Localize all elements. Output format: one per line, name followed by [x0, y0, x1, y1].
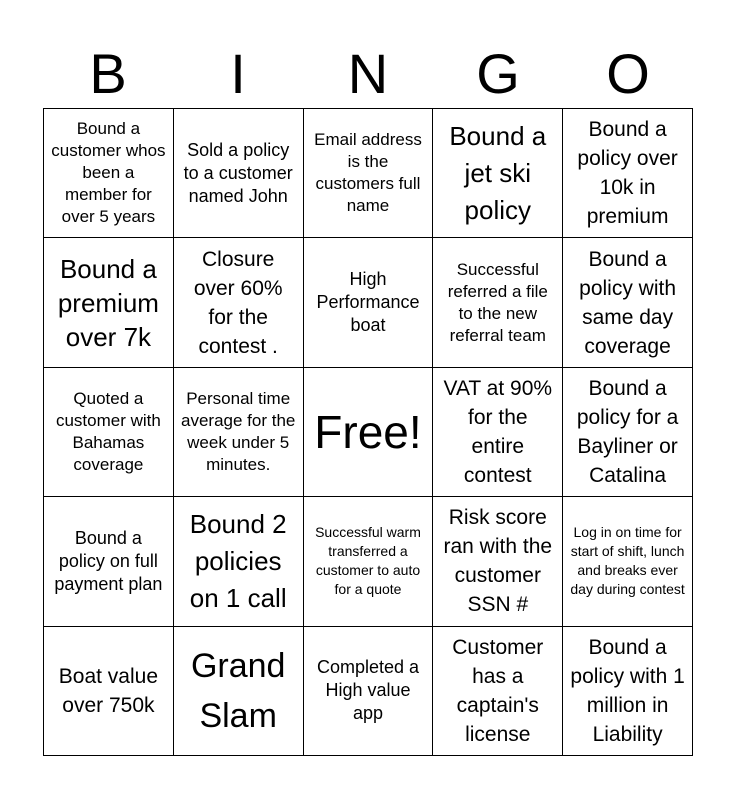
square-text: Personal time average for the week under 5 minutes. [181, 388, 296, 474]
square-text: Bound a customer whos been a member for over 5 years [51, 119, 166, 227]
square-text: Completed a High value app [316, 657, 420, 724]
square-text: Bound 2 policies on 1 call [189, 508, 287, 613]
square-text: Free! [314, 405, 422, 458]
square-text: Quoted a customer with Bahamas coverage [55, 388, 161, 474]
bingo-square[interactable] [44, 627, 174, 756]
free-square[interactable] [304, 368, 434, 497]
bingo-square[interactable] [174, 238, 304, 367]
bingo-square[interactable] [174, 497, 304, 626]
bingo-square[interactable] [44, 497, 174, 626]
square-text: Bound a policy over 10k in premium [577, 118, 678, 229]
bingo-square[interactable] [563, 109, 693, 238]
square-text: VAT at 90% for the entire contest [443, 376, 553, 487]
bingo-square[interactable] [44, 109, 174, 238]
bingo-square[interactable] [174, 368, 304, 497]
square-text: Bound a policy for a Bayliner or Catalina [576, 376, 679, 487]
bingo-square[interactable] [433, 497, 563, 626]
bingo-square[interactable] [433, 238, 563, 367]
square-text: Grand Slam [190, 646, 286, 735]
square-text: Sold a policy to a customer named John [183, 139, 293, 206]
bingo-square[interactable] [563, 497, 693, 626]
square-text: Closure over 60% for the contest . [193, 247, 283, 358]
bingo-square[interactable] [304, 109, 434, 238]
bingo-square[interactable] [304, 627, 434, 756]
square-text: Successful referred a file to the new referral team [447, 259, 548, 345]
header-letter-b: B [89, 42, 127, 105]
square-text: Boat value over 750k [58, 664, 159, 717]
bingo-square[interactable] [304, 238, 434, 367]
bingo-card [43, 108, 693, 756]
square-text: Email address is the customers full name [314, 130, 422, 216]
bingo-header [43, 40, 693, 108]
bingo-square[interactable] [44, 238, 174, 367]
bingo-square[interactable] [174, 627, 304, 756]
bingo-square[interactable] [563, 238, 693, 367]
header-letter-i: I [230, 42, 246, 105]
bingo-square[interactable] [44, 368, 174, 497]
square-text: Successful warm transferred a customer to auto for a quote [315, 524, 421, 598]
header-letter-o: O [606, 42, 650, 105]
bingo-square[interactable] [433, 368, 563, 497]
bingo-square[interactable] [563, 368, 693, 497]
bingo-square[interactable] [563, 627, 693, 756]
square-text: Bound a policy on full payment plan [54, 527, 163, 594]
square-text: High Performance boat [316, 269, 420, 336]
square-text: Bound a jet ski policy [449, 120, 547, 225]
bingo-square[interactable] [174, 109, 304, 238]
header-letter-g: G [476, 42, 520, 105]
square-text: Bound a premium over 7k [57, 253, 159, 352]
square-text: Log in on time for start of shift, lunch and breaks ever day during contest [570, 524, 685, 598]
square-text: Risk score ran with the customer SSN # [443, 506, 553, 617]
square-text: Bound a policy with 1 million in Liability [570, 635, 685, 746]
bingo-square[interactable] [433, 109, 563, 238]
bingo-square[interactable] [433, 627, 563, 756]
square-text: Bound a policy with same day coverage [579, 247, 677, 358]
header-letter-n: N [347, 42, 389, 105]
bingo-square[interactable] [304, 497, 434, 626]
square-text: Customer has a captain's license [452, 635, 544, 746]
